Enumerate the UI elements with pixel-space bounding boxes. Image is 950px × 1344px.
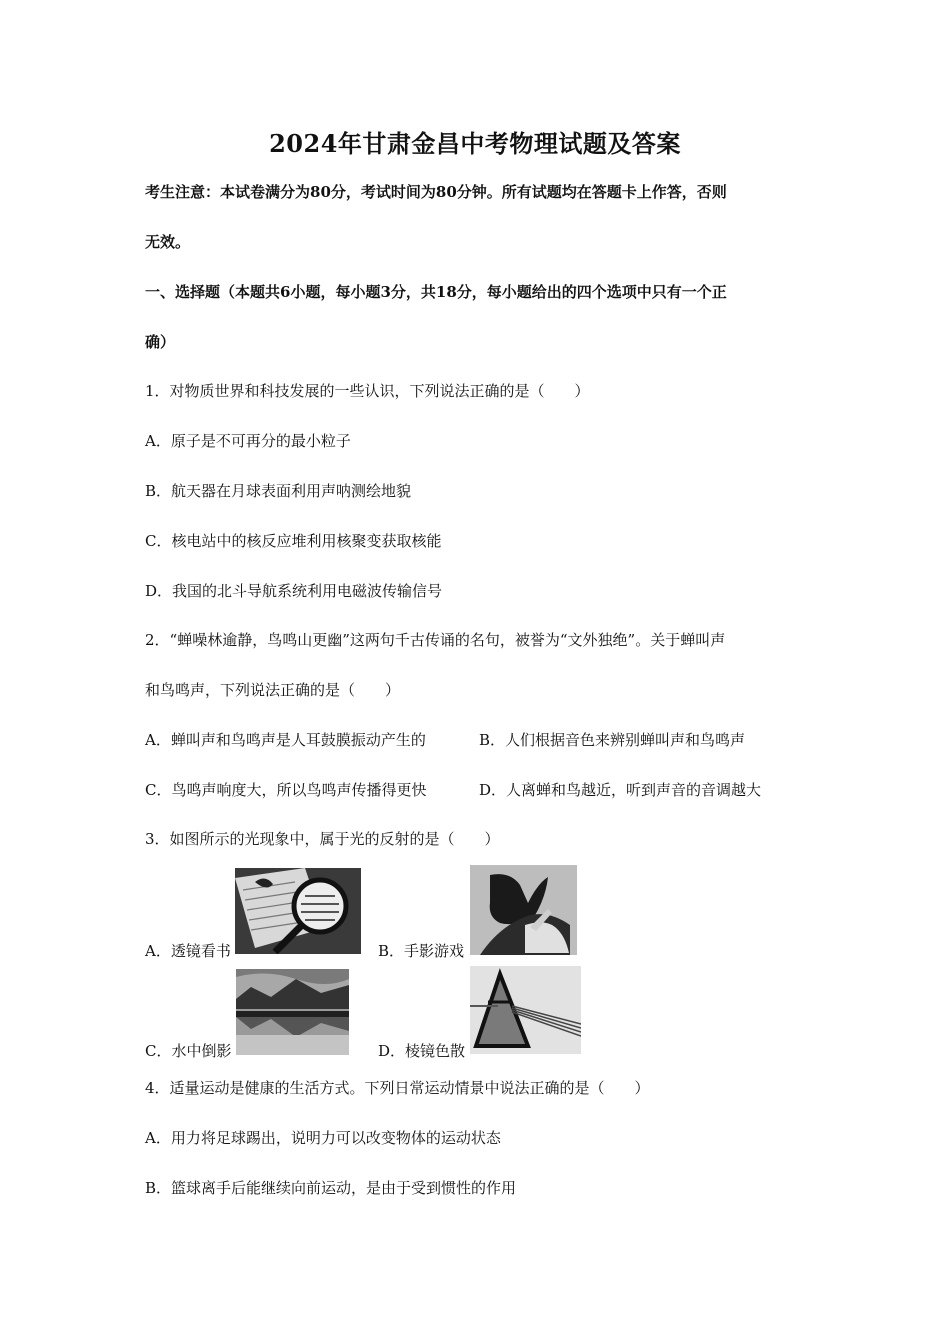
q3-option-b: B．手影游戏 [378,942,465,960]
magnifier-reading-image [235,868,361,954]
q1-option-c: C．核电站中的核反应堆利用核聚变获取核能 [145,532,442,550]
q1-option-b: B．航天器在月球表面利用声呐测绘地貌 [145,482,412,500]
q4-stem: 4．适量运动是健康的生活方式。下列日常运动情景中说法正确的是（ ） [145,1079,650,1097]
section-heading-line-2: 确） [145,333,176,351]
q3-stem: 3．如图所示的光现象中，属于光的反射的是（ ） [145,830,500,848]
q2-stem-line-1: 2．“蝉噪林逾静，鸟鸣山更幽”这两句千古传诵的名句，被誉为“文外独绝”。关于蝉叫声 [145,631,726,649]
q2-option-c: C．鸟鸣声响度大，所以鸟鸣声传播得更快 [145,781,427,799]
water-reflection-image [236,969,349,1055]
page-title: 2024年甘肃金昌中考物理试题及答案 [269,129,681,158]
q4-option-a: A．用力将足球踢出，说明力可以改变物体的运动状态 [145,1129,501,1147]
prism-dispersion-image [470,966,581,1054]
q1-stem: 1．对物质世界和科技发展的一些认识，下列说法正确的是（ ） [145,382,590,400]
q3-option-a: A．透镜看书 [145,942,231,960]
q2-option-b: B．人们根据音色来辨别蝉叫声和鸟鸣声 [479,731,746,749]
q2-option-d: D．人离蝉和鸟越近，听到声音的音调越大 [479,781,762,799]
notice-line-1: 考生注意：本试卷满分为80分，考试时间为80分钟。所有试题均在答题卡上作答，否则 [145,183,727,201]
q1-option-a: A．原子是不可再分的最小粒子 [145,432,351,450]
q4-option-b: B．篮球离手后能继续向前运动，是由于受到惯性的作用 [145,1179,517,1197]
q3-option-c: C．水中倒影 [145,1042,232,1060]
notice-line-2: 无效。 [145,233,191,251]
q3-option-d: D．棱镜色散 [378,1042,466,1060]
q2-stem-line-2: 和鸟鸣声，下列说法正确的是（ ） [145,681,401,699]
hand-shadow-image [470,865,577,955]
q1-option-d: D．我国的北斗导航系统利用电磁波传输信号 [145,582,443,600]
section-heading-line-1: 一、选择题（本题共6小题，每小题3分，共18分，每小题给出的四个选项中只有一个正 [145,283,727,301]
q2-option-a: A．蝉叫声和鸟鸣声是人耳鼓膜振动产生的 [145,731,426,749]
